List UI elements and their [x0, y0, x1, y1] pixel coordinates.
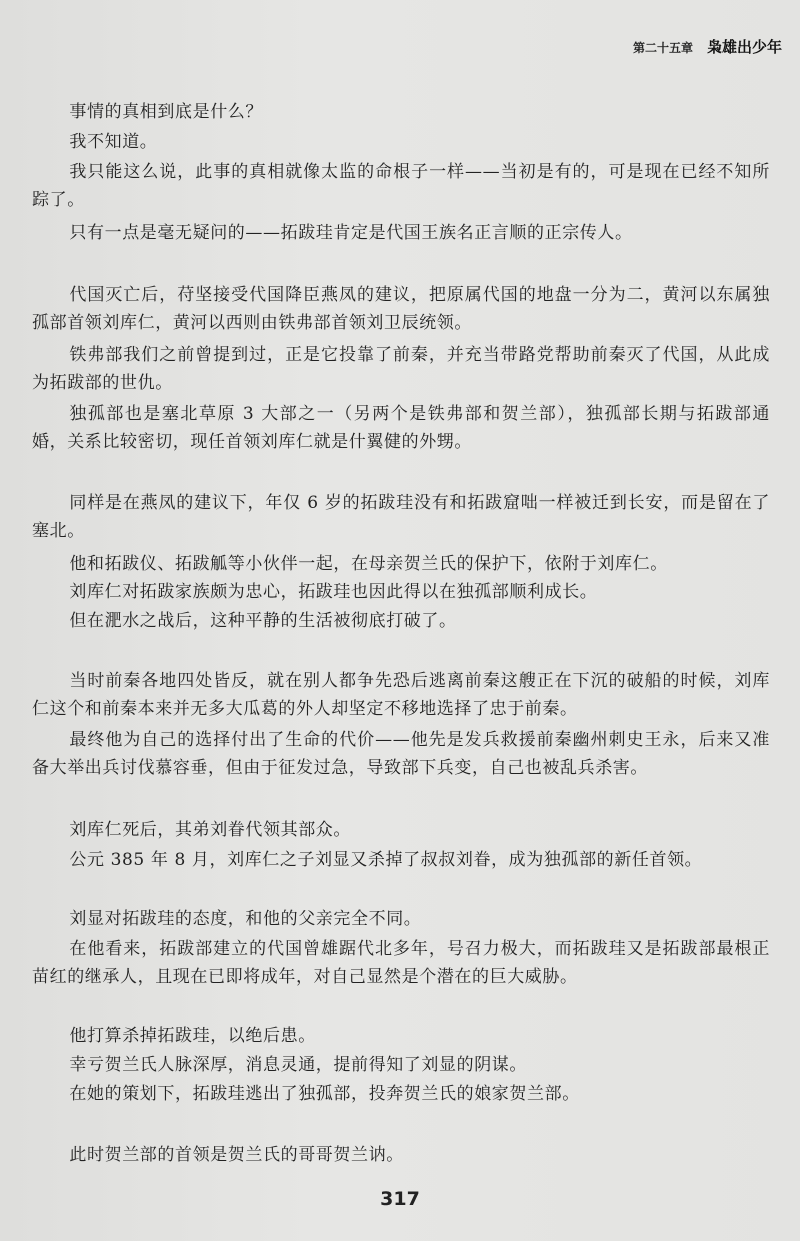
- page-number: 317: [380, 1188, 420, 1210]
- paragraph: 此时贺兰部的首领是贺兰氏的哥哥贺兰讷。: [69, 1145, 404, 1165]
- paragraph: 我不知道。: [69, 132, 158, 152]
- running-header: [633, 36, 782, 57]
- paragraph: 幸亏贺兰氏人脉深厚，消息灵通，提前得知了刘显的阴谋。: [69, 1055, 527, 1075]
- chapter-label: 第二十五章: [632, 41, 693, 55]
- paragraph: 在她的策划下，拓跋珪逃出了独孤部，投奔贺兰氏的娘家贺兰部。: [69, 1084, 580, 1104]
- paragraph: 同样是在燕凤的建议下，年仅 6 岁的拓跋珪没有和拓跋窟咄一样被迁到长安，而是留在了塞北。: [32, 493, 770, 541]
- paragraph: 当时前秦各地四处皆反，就在别人都争先恐后逃离前秦这艘正在下沉的破船的时候，刘库仁这个和前秦本来并无多大瓜葛的外人却坚定不移地选择了忠于前秦。: [32, 671, 770, 719]
- paragraph: 我只能这么说，此事的真相就像太监的命根子一样——当初是有的，可是现在已经不知所踪了。: [32, 162, 770, 210]
- paragraph: 刘显对拓跋珪的态度，和他的父亲完全不同。: [69, 909, 422, 929]
- paragraph: 他打算杀掉拓跋珪，以绝后患。: [69, 1026, 316, 1046]
- paragraph: 最终他为自己的选择付出了生命的代价——他先是发兵救援前秦幽州刺史王永，后来又准备大举出兵讨伐慕容垂，但由于征发过急，导致部下兵变，自己也被乱兵杀害。: [32, 730, 770, 778]
- paragraph: 他和拓跋仪、拓跋觚等小伙伴一起，在母亲贺兰氏的保护下，依附于刘库仁。: [69, 554, 668, 574]
- chapter-title: 枭雄出少年: [706, 38, 782, 56]
- paragraph: 独孤部也是塞北草原 3 大部之一（另两个是铁弗部和贺兰部），独孤部长期与拓跋部通婚，关系比较密切，现任首领刘库仁就是什翼健的外甥。: [32, 404, 770, 452]
- paragraph: 只有一点是毫无疑问的——拓跋珪肯定是代国王族名正言顺的正宗传人。: [69, 223, 633, 243]
- paragraph: 公元 385 年 8 月，刘库仁之子刘显又杀掉了叔叔刘眷，成为独孤部的新任首领。: [69, 850, 703, 870]
- paragraph: 铁弗部我们之前曾提到过，正是它投靠了前秦，并充当带路党帮助前秦灭了代国，从此成为拓跋部的世仇。: [32, 345, 770, 393]
- paragraph: 但在淝水之战后，这种平静的生活被彻底打破了。: [69, 611, 457, 631]
- paragraph: 刘库仁死后，其弟刘眷代领其部众。: [69, 820, 351, 840]
- paragraph: 在他看来，拓跋部建立的代国曾雄踞代北多年，号召力极大，而拓跋珪又是拓跋部最根正苗红的继承人，且现在已即将成年，对自己显然是个潜在的巨大威胁。: [32, 939, 770, 987]
- paragraph: 刘库仁对拓跋家族颇为忠心，拓跋珪也因此得以在独孤部顺利成长。: [69, 582, 598, 602]
- paragraph: 事情的真相到底是什么？: [69, 102, 263, 122]
- paragraph: 代国灭亡后，苻坚接受代国降臣燕凤的建议，把原属代国的地盘一分为二，黄河以东属独孤部首领刘库仁，黄河以西则由铁弗部首领刘卫辰统领。: [32, 285, 770, 333]
